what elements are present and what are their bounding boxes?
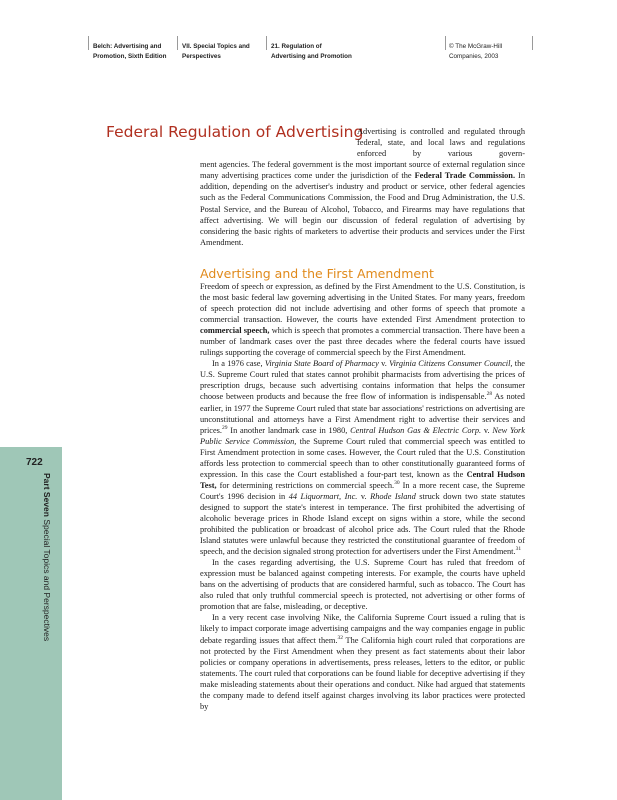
footnote-ref: 28 [486, 391, 493, 398]
paragraph: In a 1976 case, Virginia State Board of Pharmacy v. Virginia Citizens Consumer Council, the U.S. Supreme Court ruled that states cannot prohibit pharmacists from advertising the prices of prescription drugs, because such advertising contains information that helps the consumer choose between products and because the free flow of information is indispensable.$^{28}$ As noted earlier, in 1977 the Supreme Court ruled that state bar associations' restrictions on advertising are unconstitutional and attorneys have a First Amendment right to advertise their services and prices.$^{29}$ In another landmark case in 1980, Central Hudson Gas & Electric Corp. v. New York Public Service Commission, the Supreme Court ruled that commercial speech was entitled to First Amendment protection in some cases. However, the Court ruled that the U.S. Constitution affords less protection to commercial speech than to other constitutionally guaranteed forms of expression. In this case the Court established a four-part test, known as the Central Hudson Test, for determining restrictions on commercial speech.$^{30}$ In a more recent case, the Supreme Court's 1996 decision in 44 Liquormart, Inc. v. Rhode Island struck down two state statutes designed to support the state's interest in temperance. The first prohibited the advertising of alcoholic beverage prices in Rhode Island except on signs within a store, while the second prohibited the publication or broadcast of alcohol price ads. The Court ruled that the Rhode Island statutes were unlawful because they restricted the constitutional guarantee of freedom of speech, and the decision signaled strong protection for advertisers under the First Amendment.$^{31}$ [200, 359, 526, 557]
subsection-title: Advertising and the First Amendment [200, 266, 434, 281]
key-term: Central Hudson Test, [200, 469, 525, 490]
paragraph: In a very recent case involving Nike, the California Supreme Court issued a ruling that is likely to impact corporate image advertising campaigns and the way companies engage in public debate regarding issues that affect them.$^{32}$ The California high court ruled that corporations are not protected by the First Amendment when they present as fact statements about their labor policies or company operations in advertisements, press releases, letters to the editor, or public statements. The court ruled that corporations can be found liable for deceptive advertising if they make misleading statements about their operations and conduct. Nike had argued that statements the company made to defend itself against charges involving its labor practices were protected by [200, 613, 525, 711]
key-term: commercial speech, [200, 326, 270, 336]
section-title: Federal Regulation of Advertising [106, 123, 364, 141]
part-number: Part Seven [42, 473, 52, 517]
paragraph: Freedom of speech or expression, as defined by the First Amendment to the U.S. Constitution, is the most basic federal law governing advertising in the United States. For many years, freedom of speech protection did not include advertising and other forms of speech that promote a commercial transaction. However, the courts have extended First Amendment protection to commercial speech, which is speech that promotes a commercial transaction. There have been a number of landmark cases over the past three decades where the federal courts have issued rulings supporting the coverage of commercial speech by the First Amendment. [200, 282, 525, 358]
part-title: Special Topics and Perspectives [42, 519, 52, 642]
header-part: VII. Special Topics and Perspectives [182, 43, 250, 60]
key-term: Federal Trade Commission. [414, 171, 516, 181]
footnote-ref: 31 [515, 546, 522, 553]
header-book-title: Belch: Advertising and Promotion, Sixth Edition [93, 43, 167, 60]
footnote-ref: 32 [337, 634, 343, 641]
header-divider [445, 36, 446, 50]
intro-paragraph-start: Advertising is controlled and regulated through federal, state, and local laws and regulations enforced by various govern- [357, 127, 525, 159]
header-chapter: 21. Regulation of Advertising and Promotion [271, 43, 352, 60]
body-text [200, 281, 525, 712]
intro-paragraph: ment agencies. The federal government is the most important source of external regulation since many advertising practices come under the jurisdiction of the Federal Trade Commission. In addition, depending on the advertiser's industry and product or service, other federal agencies such as the Federal Communications Commission, the Food and Drug Administration, the U.S. Postal Service, and the Bureau of Alcohol, Tobacco, and Firearms may have regulations that affect advertising. We will begin our discussion of federal regulation of advertising by considering the basic rights of marketers to advertise their products and services under the First Amendment. [200, 160, 525, 248]
header-divider [532, 36, 533, 50]
page-number: 722 [26, 457, 43, 468]
part-side-tab [0, 447, 62, 800]
part-label [42, 473, 52, 703]
paragraph: In the cases regarding advertising, the U.S. Supreme Court has ruled that freedom of expression must be balanced against competing interests. For example, the courts have upheld bans on the advertising of products that are considered harmful, such as tobacco. The Court has also ruled that only truthful commercial speech is protected, not advertising or other forms of promotion that are false, misleading, or deceptive. [200, 558, 525, 612]
footnote-ref: 29 [222, 424, 228, 431]
footnote-ref: 30 [394, 480, 400, 487]
header-copyright: © The McGraw-Hill Companies, 2003 [449, 43, 503, 60]
